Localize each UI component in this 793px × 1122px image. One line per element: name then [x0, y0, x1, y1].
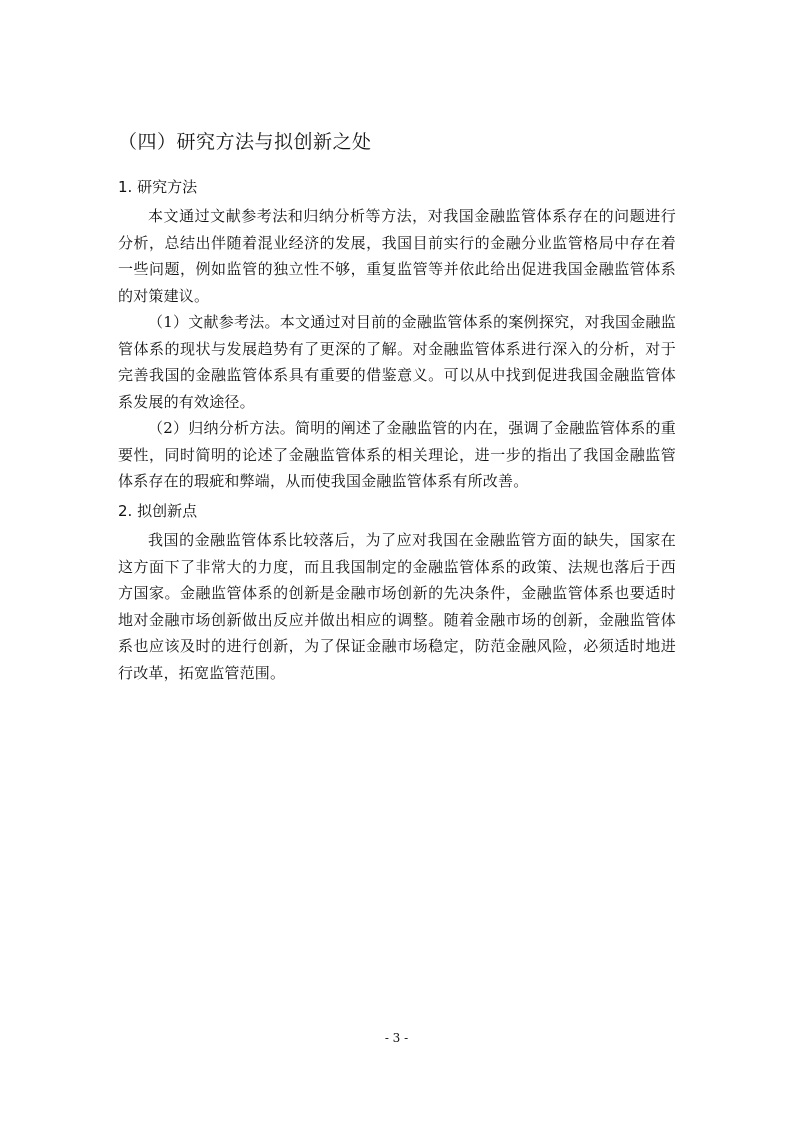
inductive-analysis-paragraph: （2）归纳分析方法。简明的阐述了金融监管的内在，强调了金融监管体系的重要性，同时简明的论述了金融监管体系的相关理论，进一步的指出了我国金融监管体系存在的瑕疵和弊端，从而使我国金融监管体系有所改善。: [118, 419, 676, 490]
innovation-points-heading: 2. 拟创新点: [118, 502, 198, 520]
innovation-points-body: [118, 527, 676, 686]
page-number: - 3 -: [384, 1031, 409, 1045]
methods-intro-paragraph: 本文通过文献参考法和归纳分析等方法，对我国金融监管体系存在的问题进行分析，总结出伴随着混业经济的发展，我国目前实行的金融分业监管格局中存在着一些问题，例如监管的独立性不够，重复监管等并依此给出促进我国金融监管体系的对策建议。: [118, 207, 676, 305]
research-methods-heading: 1. 研究方法: [118, 178, 198, 196]
literature-method-paragraph: （1）文献参考法。本文通过对目前的金融监管体系的案例探究，对我国金融监管体系的现状与发展趋势有了更深的了解。对金融监管体系进行深入的分析，对于完善我国的金融监管体系具有重要的借鉴意义。可以从中找到促进我国金融监管体系发展的有效途径。: [118, 313, 676, 411]
research-methods-body: [118, 203, 676, 495]
innovation-paragraph: 我国的金融监管体系比较落后，为了应对我国在金融监管方面的缺失，国家在这方面下了非常大的力度，而且我国制定的金融监管体系的政策、法规也落后于西方国家。金融监管体系的创新是金融市场创新的先决条件，金融监管体系也要适时地对金融市场创新做出反应并做出相应的调整。随着金融市场的创新，金融监管体系也应该及时的进行创新，为了保证金融市场稳定，防范金融风险，必须适时地进行改革，拓宽监管范围。: [118, 531, 676, 682]
section-title: （四）研究方法与拟创新之处: [118, 131, 372, 153]
